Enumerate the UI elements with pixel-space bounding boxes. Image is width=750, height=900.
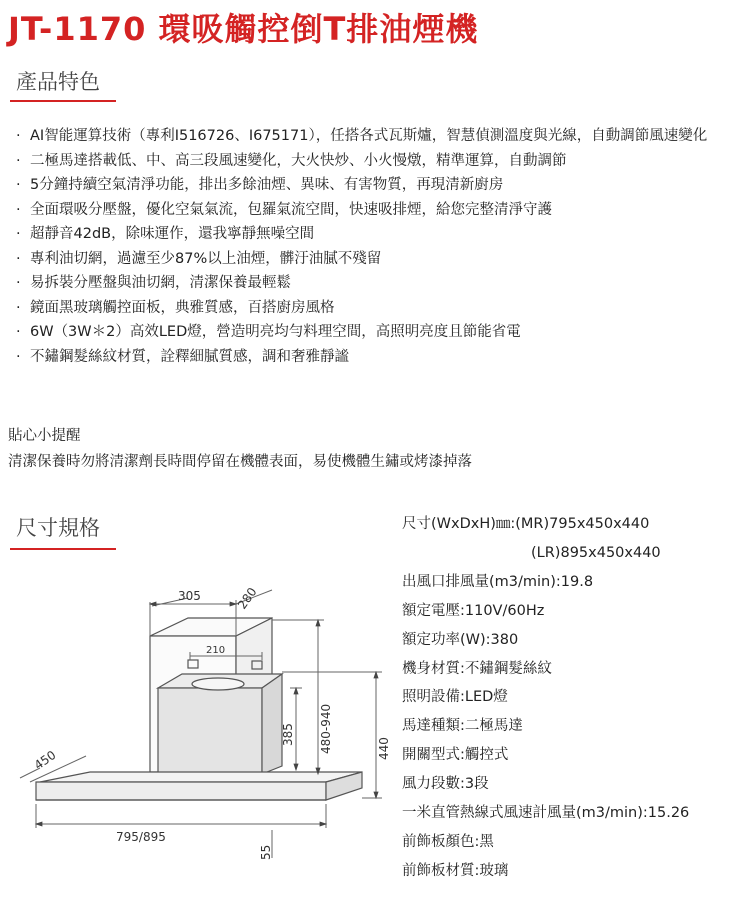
features-heading-text: 產品特色 (16, 70, 100, 94)
feature-item: · 全面環吸分壓盤，優化空氣氣流，包羅氣流空間，快速吸排煙，給您完整清淨守護 (16, 198, 736, 223)
dim-385-label: 385 (281, 723, 295, 746)
feature-item: · 超靜音42dB，除味運作，還我寧靜無噪空間 (16, 222, 736, 247)
feature-item: · 鏡面黑玻璃觸控面板，典雅質感，百搭廚房風格 (16, 296, 736, 321)
feature-item: · 易拆裝分壓盤與油切網，清潔保養最輕鬆 (16, 271, 736, 296)
dim-440-label: 440 (377, 737, 391, 760)
tips-body: 清潔保養時勿將清潔劑長時間停留在機體表面，易使機體生鏽或烤漆掉落 (8, 454, 472, 470)
spec-switch: 開關型式:觸控式 (402, 747, 509, 764)
spec-lighting: 照明設備:LED燈 (402, 689, 508, 706)
spec-list (402, 510, 747, 886)
dim-305-label: 305 (178, 589, 201, 603)
dimension-diagram (0, 560, 400, 900)
spec-size-lr: (LR)895x450x440 (531, 544, 661, 561)
feature-item: · 專利油切網，過濾至少87%以上油煙，髒汙油膩不殘留 (16, 247, 736, 272)
dim-795-895-label: 795/895 (116, 830, 166, 844)
spec-panel-color: 前飾板顏色:黑 (402, 833, 494, 850)
feature-item: · 6W（3W＊2）高效LED燈，營造明亮均勻料理空間，高照明亮度且節能省電 (16, 320, 736, 345)
spec-heading-underline (10, 548, 116, 550)
feature-item: · 不鏽鋼髮絲紋材質，詮釋細膩質感，調和奢雅靜謐 (16, 345, 736, 370)
spec-heading (16, 512, 100, 542)
dim-210-label: 210 (206, 645, 226, 656)
spec-airflow: 出風口排風量(m3/min):19.8 (402, 573, 594, 590)
feature-item: · 5分鐘持續空氣清淨功能，排出多餘油煙、異味、有害物質，再現清新廚房 (16, 173, 736, 198)
spec-heading-text: 尺寸規格 (16, 516, 100, 540)
spec-size: 尺寸(WxDxH)㎜:(MR)795x450x440 (402, 516, 650, 532)
feature-list (16, 124, 736, 369)
dim-450-label: 450 (31, 747, 59, 773)
spec-power: 額定功率(W):380 (402, 631, 519, 648)
tips-title: 貼心小提醒 (8, 428, 81, 444)
feature-item: · 二極馬達搭載低、中、高三段風速變化，大火快炒、小火慢燉，精準運算，自動調節 (16, 149, 736, 174)
spec-panel-material: 前飾板材質:玻璃 (402, 862, 509, 879)
spec-test-airflow: 一米直管熱線式風速計風量(m3/min):15.26 (402, 805, 690, 822)
spec-speed-levels: 風力段數:3段 (402, 776, 489, 793)
spec-voltage: 額定電壓:110V/60Hz (402, 602, 545, 619)
product-title: JT-1170 環吸觸控倒T排油煙機 (8, 10, 479, 48)
dim-280-label: 280 (234, 584, 260, 612)
features-heading-underline (10, 100, 116, 102)
features-heading (16, 66, 100, 96)
spec-material: 機身材質:不鏽鋼髮絲紋 (402, 660, 552, 677)
feature-item: · AI智能運算技術（專利I516726、I675171），任搭各式瓦斯爐，智慧偵測溫度與光線，自動調節風速變化 (16, 124, 736, 149)
dim-55-label: 55 (259, 844, 273, 860)
spec-motor: 馬達種類:二極馬達 (402, 718, 523, 735)
dim-480-940-label: 480-940 (319, 703, 333, 754)
